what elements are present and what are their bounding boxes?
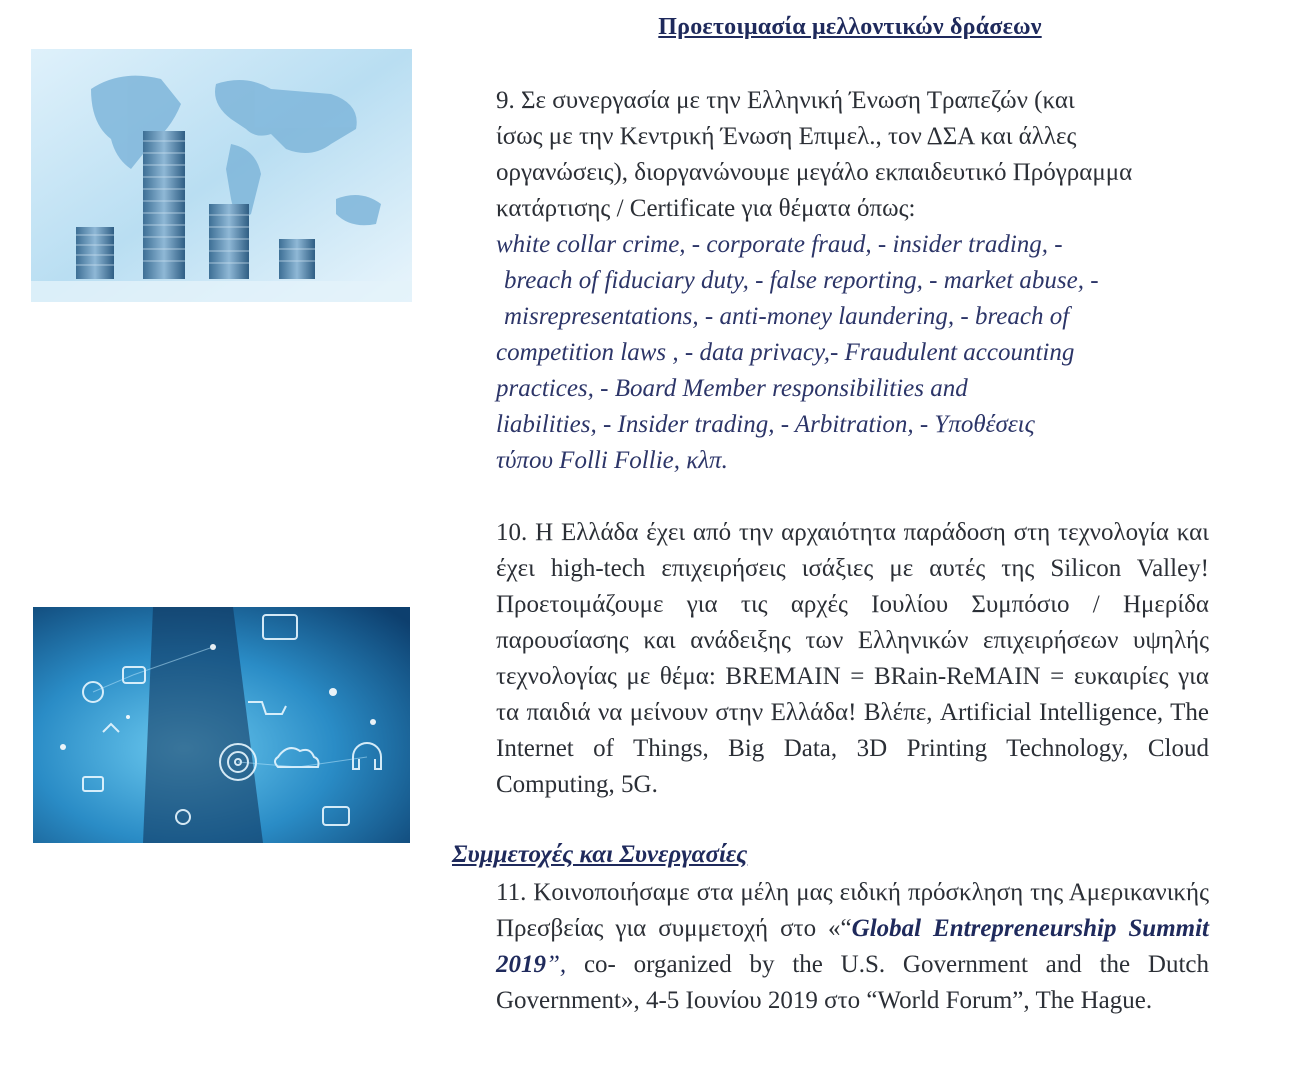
- item-9-line: 9. Σε συνεργασία με την Ελληνική Ένωση Τραπεζών (και: [496, 87, 1075, 114]
- topic-line: τύπου Folli Follie, κλπ.: [496, 447, 728, 474]
- item-11-text-after: co- organized by the U.S. Government and the Dutch Government», 4-5 Ιουνίου 2019 στο “World Forum”, The Hague.: [496, 951, 1209, 1014]
- item-9-paragraph: [496, 83, 1209, 479]
- item-9-topics: [496, 227, 1209, 479]
- item-10-paragraph: 10. Η Ελλάδα έχει από την αρχαιότητα παράδοση στη τεχνολογία και έχει high-tech επιχειρήσεις ισάξιες με αυτές της Silicon Valley! Προετοιμάζουμε για τις αρχές Ιουλίου Συμπόσιο / Ημερίδα παρουσίασης και ανάδειξης των Ελληνικών επιχειρήσεων υψηλής τεχνολογίας με θέμα: BREMAIN = BRain-ReMAIN = ευκαιρίες για τα παιδιά να μείνουν στην Ελλάδα! Βλέπε, Artificial Intelligence, The Internet of Things, Big Data, 3D Printing Technology, Cloud Computing, 5G.: [496, 519, 1209, 798]
- topic-line: breach of fiduciary duty, - false reporting, - market abuse, -: [504, 267, 1099, 294]
- section-heading-participations: Συμμετοχές και Συνεργασίες: [452, 841, 748, 868]
- topic-line: competition laws , - data privacy,- Fraudulent accounting: [496, 339, 1075, 366]
- topic-line: misrepresentations, - anti-money laundering, - breach of: [504, 303, 1070, 330]
- item-11-paragraph: [496, 875, 1209, 1019]
- topic-line: practices, - Board Member responsibilities and: [496, 375, 968, 402]
- item-9-line: οργανώσεις), διοργανώνουμε μεγάλο εκπαιδευτικό Πρόγραμμα: [496, 159, 1133, 186]
- item-9-line: ίσως με την Κεντρική Ένωση Επιμελ., τον ΔΣΑ και άλλες: [496, 123, 1077, 150]
- event-close-quote: ”,: [546, 951, 567, 978]
- item-11-text-before: 11. Κοινοποιήσαμε στα μέλη μας ειδική πρόσκληση της Αμερικανικής Πρεσβείας για συμμετοχή στο «“: [496, 879, 1209, 942]
- technology-icons-image: [33, 607, 410, 843]
- event-name: Global Entrepreneurship Summit 2019: [496, 915, 1209, 978]
- item-9-line: κατάρτισης / Certificate για θέματα όπως:: [496, 195, 916, 222]
- coins-world-map-image: [31, 49, 412, 302]
- section-heading-future-actions: Προετοιμασία μελλοντικών δράσεων: [658, 14, 1042, 40]
- topic-line: white collar crime, - corporate fraud, - insider trading, -: [496, 231, 1063, 258]
- topic-line: liabilities, - Insider trading, - Arbitration, - Υποθέσεις: [496, 411, 1035, 438]
